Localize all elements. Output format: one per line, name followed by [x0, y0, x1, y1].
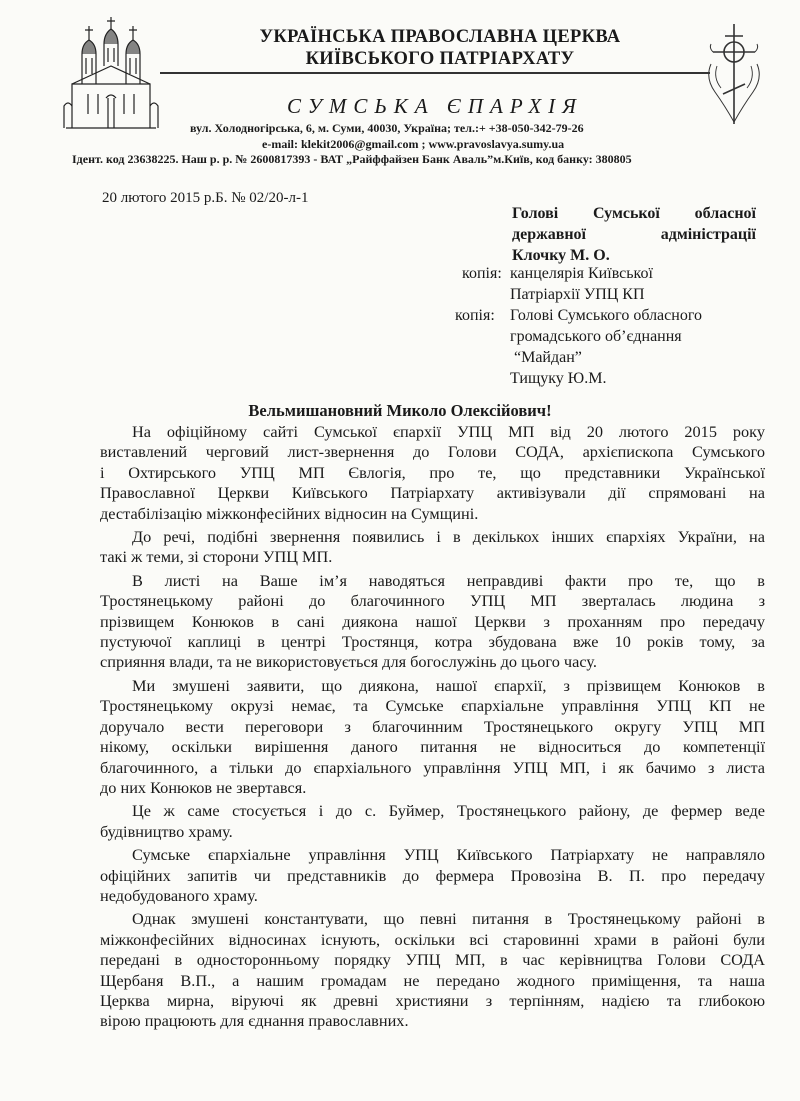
paragraph — [100, 845, 765, 906]
text-line: дестабілізацію міжконфесійних відносин на Сумщині. — [100, 503, 479, 523]
copy-recipient — [510, 263, 653, 305]
text-line: На офіційному сайті Сумської єпархії УПЦ МП від 20 лютого 2015 року — [132, 422, 765, 441]
text-line: Щербаня В.П., а нашим громадам не передано жодного приміщення, та наша — [100, 970, 765, 990]
orthodox-cross-icon — [703, 22, 765, 126]
text-line: міжконфесійних відносинах існують, оскільки всі старовинні храми в районі були — [100, 929, 765, 949]
paragraph — [100, 422, 765, 524]
text-line: Тростянецькому районі до благочинного УПЦ МП зверталась людина з — [100, 591, 765, 611]
church-building-icon — [62, 14, 160, 132]
copy-line: Голові Сумського обласного — [510, 307, 702, 324]
copy-line: канцелярія Київської — [510, 265, 653, 282]
text-line: офіційних запитів чи представників до фермера Провозіна В. П. про передачу — [100, 865, 765, 885]
text-line: недобудованого храму. — [100, 885, 258, 905]
salutation: Вельмишановний Миколо Олексійович! — [248, 401, 552, 420]
text-line: такі ж теми, зі сторони УПЦ МП. — [100, 547, 333, 567]
text-line: Ми змушені заявити, що диякона, нашої єпархії, з прізвищем Конюков в — [132, 675, 765, 695]
text-line: До речі, подібні звернення появились і в декількох інших єпархіях України, на — [132, 527, 765, 547]
copy-label: копія: — [455, 307, 495, 324]
paragraph — [100, 571, 765, 673]
email-web-line: e-mail: klekit2006@gmail.com ; www.pravoslavya.sumy.ua — [262, 137, 565, 151]
text-line: будівництво храму. — [100, 821, 233, 841]
text-line: нікому, оскільки вирішення даного питання не відноситься до компетенції — [100, 737, 765, 757]
eparchy-name: СУМСЬКА ЄПАРХІЯ — [287, 94, 583, 118]
text-line: благочинного, а тільки до єпархіального управління УПЦ МП, і як бачимо з листа — [100, 757, 765, 777]
letter-body — [100, 422, 765, 1035]
bank-details-line: Ідент. код 23638225. Наш р. р. № 2600817393 - ВАТ „Райффайзен Банк Аваль”м.Київ, код банку: 380805 — [72, 152, 632, 166]
text-line: Церква мирна, віруючі як древні християни з терпінням, надією та глибокою — [100, 990, 765, 1010]
addressee-line: Голові Сумської обласної — [512, 205, 756, 222]
copy-recipient — [510, 305, 702, 389]
text-line: вірою працюють для єднання православних. — [100, 1011, 409, 1031]
paragraph — [100, 801, 765, 842]
paragraph — [100, 909, 765, 1031]
text-line: прізвищем Конюков в сані диякона нашої Церкви з проханням про передачу — [100, 611, 765, 631]
addressee-line: Клочку М. О. — [512, 247, 610, 264]
patriarchate-title: КИЇВСЬКОГО ПАТРІАРХАТУ — [305, 49, 575, 69]
text-line: Це ж саме стосується і до с. Буймер, Тростянецького району, де фермер веде — [132, 801, 765, 821]
paragraph — [100, 527, 765, 568]
letterhead-divider — [160, 72, 710, 74]
copy-line: громадського об’єднання — [510, 328, 682, 345]
text-line: передані в односторонньому порядку УПЦ МП, в час керівництва Голови СОДА — [100, 950, 765, 970]
text-line: сприяння влади, та не використовується для богослужінь до цього часу. — [100, 652, 597, 672]
address-line: вул. Холодногірська, 6, м. Суми, 40030, Україна; тел.:+ +38-050-342-79-26 — [190, 121, 584, 135]
text-line: В листі на Ваше ім’я наводяться неправдиві факти про те, що в — [132, 570, 765, 590]
text-line: пустуючої каплиці в центрі Тростянця, котра збудована вже 10 років тому, за — [100, 632, 765, 652]
text-line: до них Конюков не звертався. — [100, 777, 307, 797]
church-title: УКРАЇНСЬКА ПРАВОСЛАВНА ЦЕРКВА — [259, 27, 621, 47]
addressee-line: державної адміністрації — [512, 226, 756, 243]
text-line: виставлений черговий лист-звернення до Голови СОДА, архієпископа Сумського — [100, 442, 765, 462]
text-line: Православної Церкви Київського Патріархату активізували дії спрямовані на — [100, 483, 765, 503]
copy-line: Патріархії УПЦ КП — [510, 286, 645, 303]
copy-label: копія: — [462, 265, 502, 282]
text-line: Однак змушені константувати, що певні питання в Тростянецькому районі в — [132, 909, 765, 929]
text-line: і Охтирського УПЦ МП Євлогія, про те, що представники Української — [100, 462, 765, 482]
copy-line: “Майдан” — [514, 349, 582, 366]
copy-line: Тищуку Ю.М. — [510, 370, 607, 387]
text-line: Сумське єпархіальне управління УПЦ Київського Патріархату не направляло — [132, 845, 765, 865]
addressee-block — [512, 203, 756, 266]
text-line: Тростянецькому окрузі немає, та Сумське єпархіальне управління УПЦ КП не — [100, 696, 765, 716]
text-line: доручало вести переговори з благочинним Тростянецького округу УПЦ МП — [100, 716, 765, 736]
date-reference: 20 лютого 2015 р.Б. № 02/20-л-1 — [102, 190, 309, 206]
paragraph — [100, 676, 765, 798]
